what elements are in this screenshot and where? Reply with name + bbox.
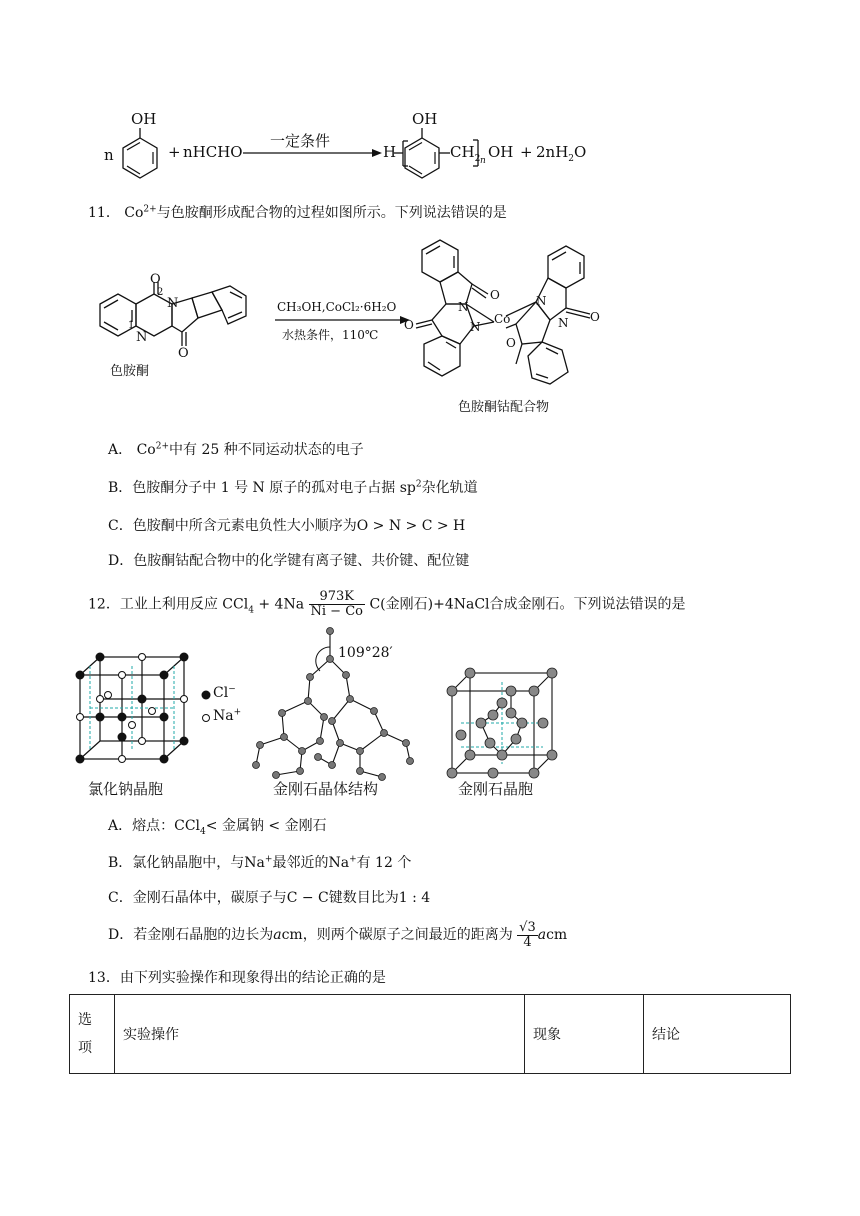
- phenol-oh: OH: [131, 110, 157, 128]
- legend-cl: Cl−: [213, 684, 236, 701]
- label-o-top: O: [150, 272, 161, 287]
- reaction-condition-fraction: $\frac{973K}{Ni - Co}$: [310, 589, 363, 619]
- end-h: H: [383, 143, 397, 161]
- repeat-n: n: [480, 156, 486, 166]
- header-phenomenon: 现象: [525, 995, 644, 1074]
- label-n1-number: 1: [128, 320, 135, 331]
- q13-stem: 13．由下列实验操作和现象得出的结论正确的是: [88, 970, 386, 986]
- arrow-reagent: CH₃OH,CoCl₂·6H₂O: [277, 300, 397, 314]
- header-conclusion: 结论: [644, 995, 791, 1074]
- q11-option-a: A． $Co^{2+}$中有 25 种不同运动状态的电子: [108, 441, 364, 458]
- q11-option-d: D．色胺酮钴配合物中的化学键有离子键、共价键、配位键: [108, 553, 470, 569]
- q12-option-b: B．氯化钠晶胞中，与Na+最邻近的Na+有 12 个: [108, 854, 412, 871]
- q11-option-b: B．色胺酮分子中 1 号 N 原子的孤对电子占据 $sp^2$杂化轨道: [108, 479, 478, 496]
- header-option: 选 项: [70, 995, 115, 1074]
- reactant-name: 色胺酮: [110, 364, 150, 379]
- bond-angle: 109°28′: [338, 645, 393, 661]
- header-operation: 实验操作: [115, 995, 525, 1074]
- product-o4: O: [506, 336, 516, 350]
- product-n2: N: [470, 320, 481, 334]
- product-name: 色胺酮钴配合物: [458, 400, 550, 415]
- label-o-bottom: O: [178, 346, 189, 361]
- caption-diamond-structure: 金刚石晶体结构: [273, 780, 379, 798]
- coefficient-n: n: [104, 146, 114, 164]
- product-n3: N: [536, 294, 547, 308]
- reaction-phenolic-resin: [100, 108, 620, 188]
- product-n4: N: [558, 316, 569, 330]
- product-oh: OH: [412, 110, 438, 128]
- label-n1: N: [136, 330, 148, 345]
- q12-option-a: A．熔点：CCl$_4$< 金属钠 < 金刚石: [108, 818, 327, 837]
- reaction-condition: 一定条件: [270, 132, 331, 150]
- water-product: $2nH_2O$: [536, 143, 587, 164]
- q12-option-d: D．若金刚石晶胞的边长为acm，则两个碳原子之间最近的距离为 $\frac{√3}{4}$ acm: [108, 919, 568, 950]
- q12-stem: 12．工业上利用反应 CCl$_4$ + 4Na $\frac{973K}{Ni - Co}$ C(金刚石)+4NaCl合成金刚石。下列说法错误的是: [88, 589, 686, 619]
- arrow-condition: 水热条件，110℃: [282, 328, 379, 342]
- ch2-group: $CH_2$: [450, 143, 481, 164]
- q11-option-c: C．色胺酮中所含元素电负性大小顺序为O > N > C > H: [108, 518, 466, 534]
- distance-fraction: $\frac{√3}{4}$: [519, 919, 536, 950]
- label-n2-number: 2: [157, 287, 164, 298]
- label-n2: N: [167, 296, 179, 311]
- product-co: Co: [494, 312, 511, 326]
- caption-diamond-cell: 金刚石晶胞: [458, 780, 534, 798]
- q13-table: [69, 994, 791, 1074]
- plus-sign: +: [168, 143, 181, 161]
- q12-option-c: C．金刚石晶体中，碳原子与C − C键数目比为1 : 4: [108, 890, 431, 906]
- product-o1: O: [490, 288, 500, 302]
- product-o3: O: [590, 310, 600, 324]
- reagent-hcho: nHCHO: [183, 143, 243, 161]
- tail-oh: OH: [488, 143, 514, 161]
- table-header-row: [70, 995, 791, 1074]
- legend-na: Na+: [213, 707, 242, 724]
- caption-nacl-cell: 氯化钠晶胞: [88, 780, 164, 798]
- product-n1: N: [458, 300, 469, 314]
- q11-stem: 11． $Co^{2+}$与色胺酮形成配合物的过程如图所示。下列说法错误的是: [88, 204, 507, 221]
- product-o2: O: [404, 318, 414, 332]
- q11-figure: [70, 232, 630, 422]
- plus-sign-2: +: [520, 143, 533, 161]
